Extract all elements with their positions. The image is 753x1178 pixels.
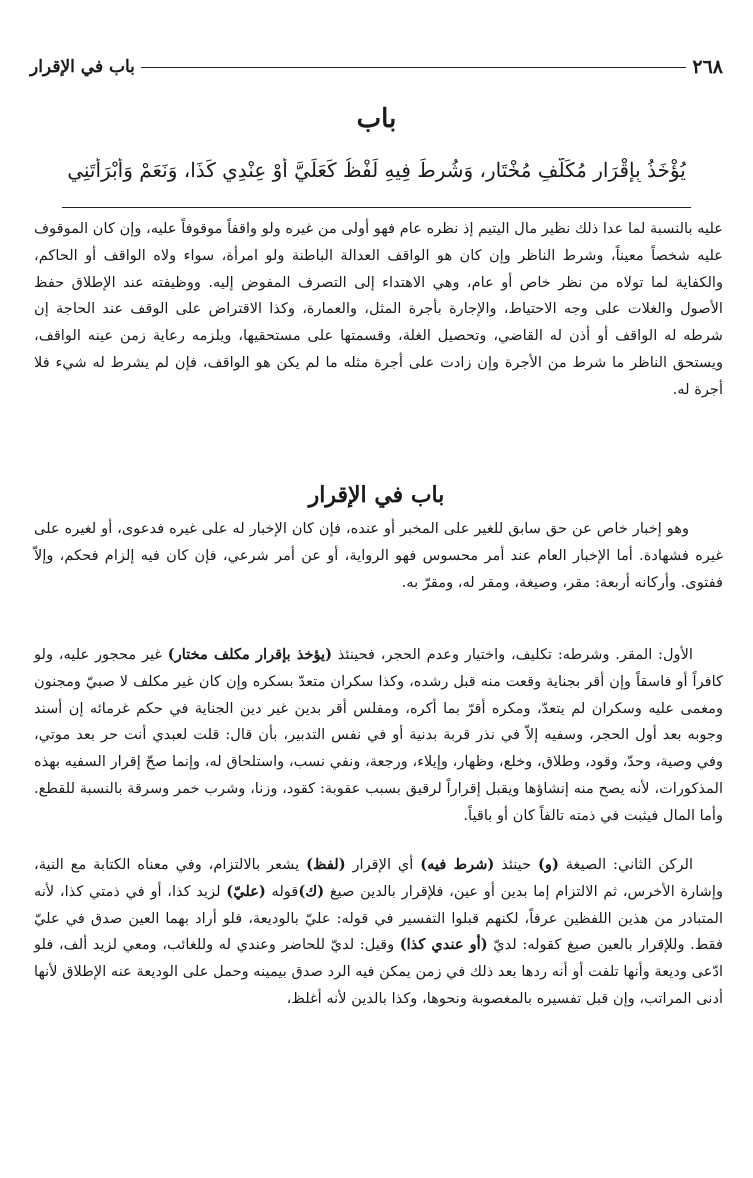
section-title: باب	[356, 104, 397, 134]
second-pillar-paragraph	[34, 852, 723, 1013]
matn-quote: (شرط فيه)	[420, 856, 495, 873]
first-pillar-paragraph	[34, 642, 723, 830]
matn-divider	[62, 207, 691, 208]
text-run: الركن الثاني: الصيغة	[558, 856, 694, 873]
matn-text: يُؤْخَذُ بِإِقْرَارِ مُكَلَّفٍ مُخْتَارٍ، وَشُرِطَ فِيهِ لَفْظُ كَعَلَيَّ أَوْ عِنْدِي كَذَا، وَنَعَمْ وَأَبْرَأْتَنِي	[67, 158, 686, 182]
running-header	[30, 52, 723, 82]
matn-quote: (ك)	[298, 882, 325, 900]
definition-paragraph: وهو إخبار خاص عن حق سابق للغير على المخبر أو عنده، فإن كان الإخبار له على غيره فدعوى، أو لغيره على غيره فشهادة. أما الإخبار العام عند أمر محسوس فهو الرواية، أو عن أمر شرعي، فإن كان فيه إلزام فحكم، وإلاّ ففتوى. وأركانه أربعة: مقر، وصيغة، ومقر له، ومقرّ به.	[34, 520, 723, 591]
text-run: حينئذ	[494, 856, 538, 873]
matn-quote: (لفظ)	[306, 856, 346, 873]
running-title: باب في الإقرار	[30, 57, 135, 77]
matn-quote: (يؤخذ بإقرار مكلف مختار)	[167, 646, 333, 663]
matn-quote: (و)	[538, 856, 559, 873]
text-run: يشعر بالالتزام، وفي معناه الكتابة مع النية، وإشارة الأخرس، ثم الالتزام إما بدين أو عين، فلإقرار بالدين صيغ	[34, 856, 723, 900]
matn-quote: (أو عندي كذا)	[399, 936, 488, 954]
text-run: لزيد كذا، أو في ذمتي كذا، لأنه المتبادر من هذين اللفظين عرفاً، لكنهم قبلوا التفسير في قوله: عليّ بالوديعة، فلو أراد بهما العين صدق في عليّ فقط. وللإقرار بالعين صيغ كقوله: لديّ	[34, 882, 723, 954]
text-run: أي الإقرار	[345, 856, 421, 873]
text-run: الأول: المقر. وشرطه: تكليف، واختيار وعدم الحجر، فحينئذ	[332, 646, 693, 663]
commentary-paragraph-waqf: عليه بالنسبة لما عدا ذلك نظير مال اليتيم إذ نظره عام فهو أولى من غيره ولو واقفاً موقوفاً عليه، وإن كان الموقوف عليه شخصاً معيناً، وشرط الناظر وإن كان هو الواقف العدالة الباطنة ولو امرأة، سواء ولاه الواقف أو الحاكم، والكفاية لما تولاه من نظر خاص أو عام، وهي الاهتداء إلى التصرف المفوض إليه. ووظيفته عند الإطلاق حفظ الأصول والغلات على وجه الاحتياط، والإجارة بأجرة المثل، والعمارة، وكذا الاقتراض على الوقف عند الحاجة إن شرطه له الواقف أو أذن له القاضي، وتحصيل الغلة، وقسمتها على مستحقيها، ويلزمه رعاية زمن عينه الواقف، ويستحق الناظر ما شرط من الأجرة وإن زادت على أجرة مثله ما لم يكن هو الواقف، فإن لم يشرط له شيء فلا أجرة له.	[34, 220, 723, 398]
header-rule	[141, 67, 686, 68]
text-run: غير محجور عليه، ولو كافراً أو فاسقاً وإن أقر بجناية وقعت منه قبل رشده، وكذا سكران متعدّ بسكره وإن كان غير مكلف لا صبيّ ومجنون ومغمى عليه وسكران لم يتعدّ، ومكره أقرّ بما أكره، ومفلس أقر بدين غير دين الجناية في حكم غرمائه إن أسند وجوبه بعد أول الحجر، وسفيه إلاّ في نذر قربة بدنية أو في نفس التدبير، بأن قال: قلت لعبدي أنت حر بعد موتي، وفي وصية، وحدّ، وقود، وطلاق، وخلع، وظهار، وإيلاء، ورجعة، ونفي نسب، واستلحاق له، وإنما صحّ إقرار السفيه بهذه المذكورات، لأنه يصح منه إنشاؤها ويقبل إقراراً لرقيق بسبب عقوبة: كقود، وزنا، وشرب خمر وسرقة بالنسبة للقطع. وأما المال فيثبت في ذمته تالفاً كان أو باقياً.	[34, 646, 723, 824]
chapter-heading-iqrar: باب في الإقرار	[308, 482, 445, 508]
matn-quote: (عليّ)	[226, 882, 266, 900]
text-run: وقيل: لديّ للحاضر وعندي له وللغائب، ومعي لزيد ألف، فلو ادّعى وديعة وأنها تلفت أو أنه ردها بعد ذلك في زمن يمكن فيه الرد صدق بيمينه وحمل على الوديعة عنه الإطلاق لأنها أدنى المراتب، وإن قبل تفسيره بالمغصوبة ونحوها، وكذا بالدين لأنه أغلظ،	[34, 936, 723, 1007]
text-run: قوله	[265, 882, 299, 900]
page-number: ٢٦٨	[692, 56, 723, 78]
